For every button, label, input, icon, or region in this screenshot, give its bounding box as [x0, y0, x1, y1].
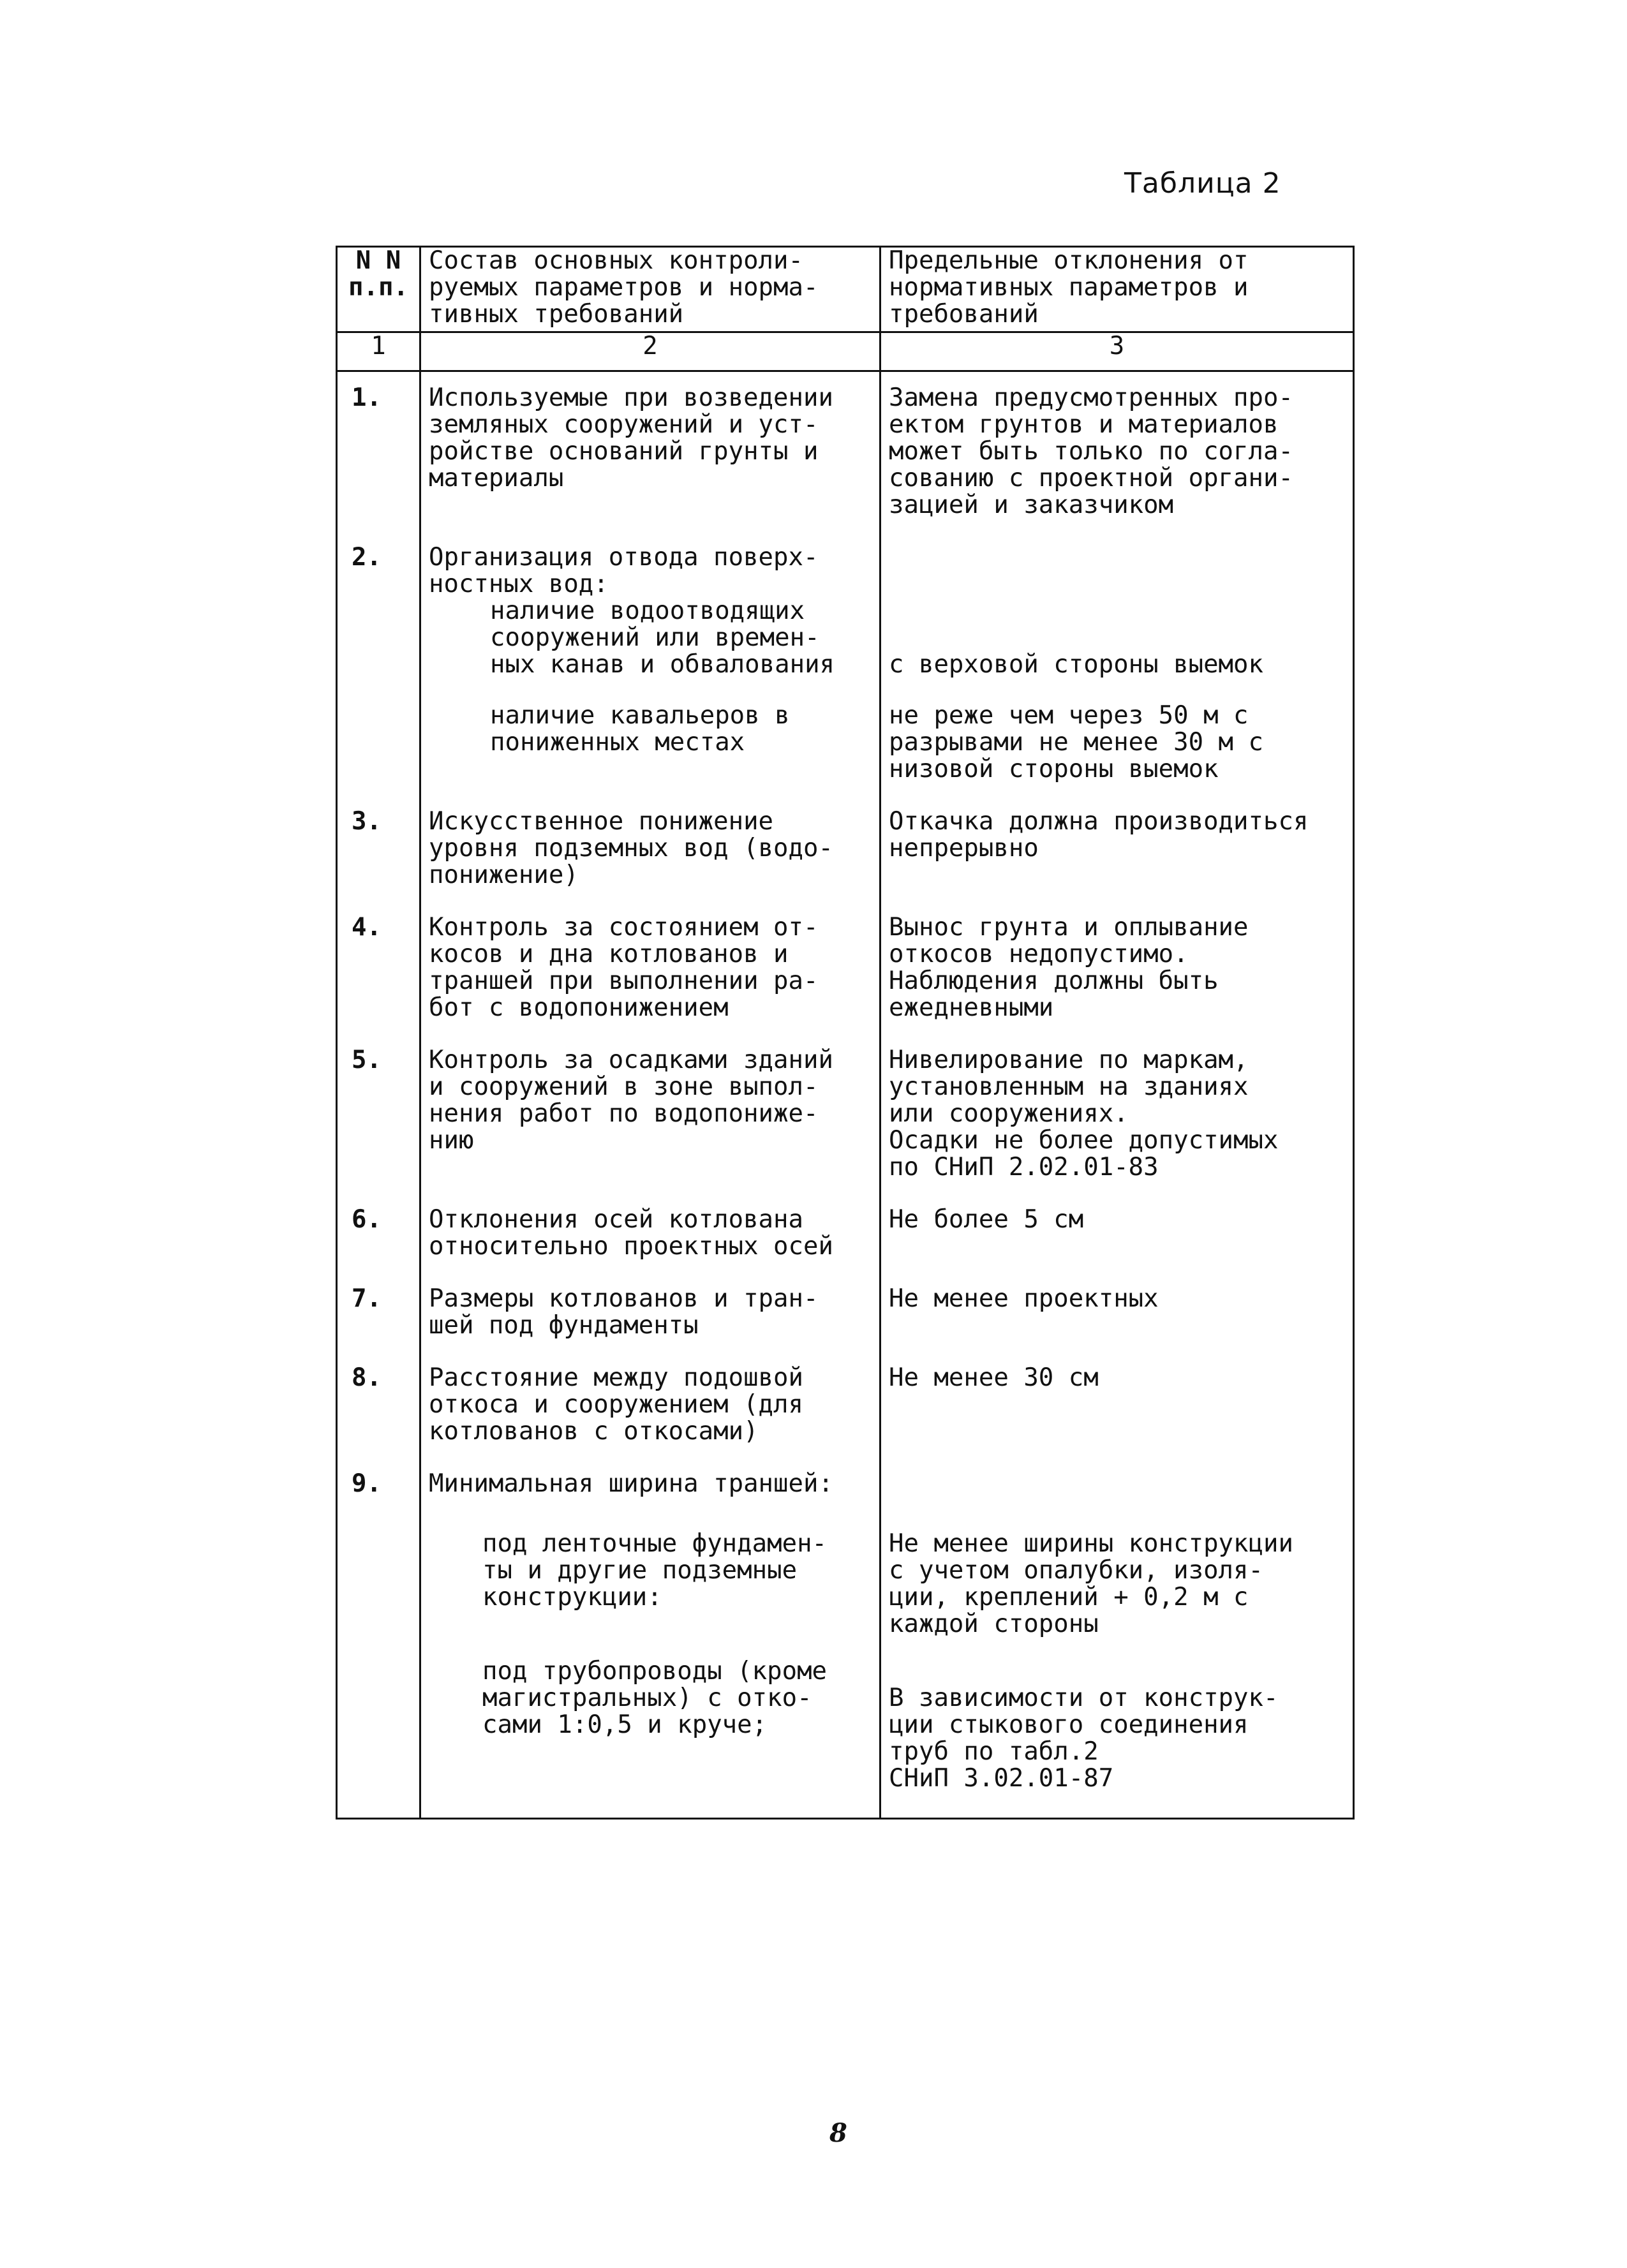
- sub-parameter: наличие водоотводящих сооружений или времен- ных канав и обвалования: [490, 597, 835, 679]
- row-limit: Откачка должна производиться непрерывно: [880, 808, 1354, 914]
- row-number: 9.: [337, 1471, 420, 1819]
- row-number: 5.: [337, 1047, 420, 1206]
- sub-limit: не реже чем через 50 м с разрывами не менее 30 м с низовой стороны выемок: [889, 701, 1263, 783]
- row-limit: Замена предусмотренных про- ектом грунтов и материалов может быть только по согла- сованию с проектной органи- зацией и заказчиком: [880, 371, 1354, 545]
- sub-limit: с верховой стороны выемок: [889, 650, 1263, 679]
- sub-limit: В зависимости от конструк- ции стыкового соединения труб по табл.2 СНиП 3.02.01-87: [889, 1684, 1279, 1793]
- row-parameter: Минимальная ширина траншей: под ленточные фундамен- ты и другие подземные конструкции: под трубопроводы (кроме магистральных) с отко- сами 1:0,5 и круче;: [420, 1471, 880, 1819]
- table-row: [337, 808, 1354, 914]
- row-parameter: Отклонения осей котлована относительно проектных осей: [420, 1206, 880, 1286]
- header-deviations: Предельные отклонения от нормативных параметров и требований: [880, 247, 1354, 332]
- row-parameter: Контроль за осадками зданий и сооружений в зоне выпол- нения работ по водопонижe- нию: [420, 1047, 880, 1206]
- table-header-row: [337, 247, 1354, 332]
- table-row: [337, 1206, 1354, 1286]
- column-number-2: 2: [420, 332, 880, 371]
- header-number: N N п.п.: [337, 247, 420, 332]
- row-limit: Не менее 30 см: [880, 1365, 1354, 1471]
- requirements-table: [336, 246, 1355, 1820]
- page-number: 8: [829, 2118, 847, 2148]
- column-number-1: 1: [337, 332, 420, 371]
- sub-parameter: под трубопроводы (кроме магистральных) с отко- сами 1:0,5 и круче;: [482, 1657, 828, 1739]
- header-parameters: Состав основных контроли- руемых параметров и норма- тивных требований: [420, 247, 880, 332]
- row-parameter: Контроль за состоянием от- косов и дна котлованов и траншей при выполнении ра- бот с водопонижением: [420, 914, 880, 1047]
- row-parameter: Расстояние между подошвой откоса и сооружением (для котлованов с откосами): [420, 1365, 880, 1471]
- row-parameter: Искусственное понижение уровня подземных вод (водо- понижение): [420, 808, 880, 914]
- sub-parameter: наличие кавальеров в пониженных местах: [490, 701, 790, 757]
- row-number: 7.: [337, 1286, 420, 1365]
- row-limit: [880, 1471, 1354, 1819]
- row-number: 4.: [337, 914, 420, 1047]
- row-parameter: Размеры котлованов и тран- шей под фундаменты: [420, 1286, 880, 1365]
- sub-limit: Не менее ширины конструкции с учетом опалубки, изоля- ции, креплений + 0,2 м с каждой стороны: [889, 1529, 1293, 1638]
- table-row: [337, 1471, 1354, 1819]
- row-number: 1.: [337, 371, 420, 545]
- row-limit: Не менее проектных: [880, 1286, 1354, 1365]
- row-parameter: Организация отвода поверх- ностных вод: наличие водоотводящих сооружений или времен- ных канав и обвалования наличие кавальеров в пониженных местах: [420, 544, 880, 808]
- row-parameter: Используемые при возведении земляных сооружений и уст- ройстве оснований грунты и материалы: [420, 371, 880, 545]
- row-limit: Нивелирование по маркам, установленным на зданиях или сооружениях. Осадки не более допустимых по СНиП 2.02.01-83: [880, 1047, 1354, 1206]
- table-row: [337, 371, 1354, 545]
- table-row: [337, 1047, 1354, 1206]
- row-limit: Не более 5 см: [880, 1206, 1354, 1286]
- row-number: 8.: [337, 1365, 420, 1471]
- row-number: 6.: [337, 1206, 420, 1286]
- row-limit: Вынос грунта и оплывание откосов недопустимо. Наблюдения должны быть ежедневными: [880, 914, 1354, 1047]
- table-row: [337, 1365, 1354, 1471]
- column-number-3: 3: [880, 332, 1354, 371]
- row-number: 2.: [337, 544, 420, 808]
- sub-parameter: под ленточные фундамен- ты и другие подземные конструкции:: [482, 1529, 828, 1612]
- table-row: [337, 1286, 1354, 1365]
- table-row: [337, 544, 1354, 808]
- row-number: 3.: [337, 808, 420, 914]
- table-caption: Таблица 2: [1124, 167, 1281, 200]
- row-limit: [880, 544, 1354, 808]
- table-row: [337, 914, 1354, 1047]
- column-number-row: [337, 332, 1354, 371]
